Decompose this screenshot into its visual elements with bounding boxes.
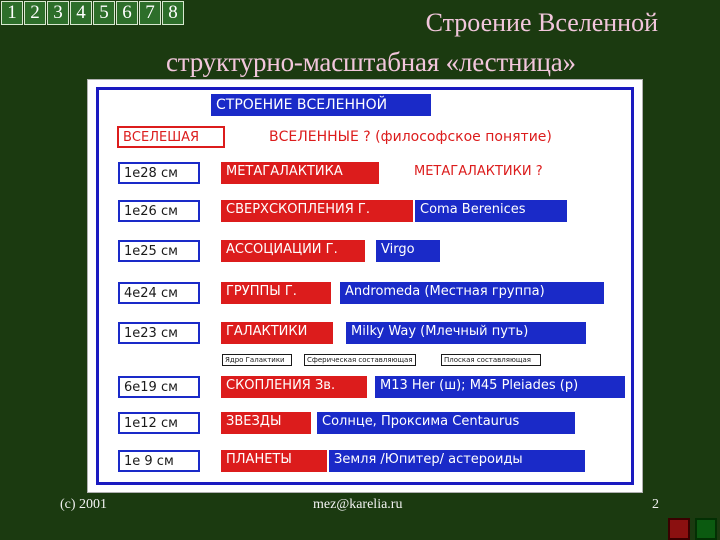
structure-example: Milky Way (Млечный путь) [346, 322, 586, 344]
figure-header: СТРОЕНИЕ ВСЕЛЕННОЙ [211, 94, 431, 116]
scale-value: 4e24 см [118, 282, 200, 304]
structure-example: Andromeda (Местная группа) [340, 282, 604, 304]
slide-number-2[interactable]: 2 [24, 1, 46, 25]
universe-structure-figure [96, 87, 634, 485]
scale-value: 1e28 см [118, 162, 200, 184]
structure-level: ГРУППЫ Г. [221, 282, 331, 304]
galaxy-component-core: Ядро Галактики [222, 354, 292, 366]
structure-level: ПЛАНЕТЫ [221, 450, 327, 472]
scale-value: 1e23 см [118, 322, 200, 344]
scale-value: 1e25 см [118, 240, 200, 262]
slide-number-7[interactable]: 7 [139, 1, 161, 25]
slide-subtitle: структурно-масштабная «лестница» [166, 47, 576, 77]
scale-value: 1e 9 см [118, 450, 200, 472]
scale-value: 6e19 см [118, 376, 200, 398]
footer-copyright: (c) 2001 [60, 497, 108, 512]
footer-email: mez@karelia.ru [313, 497, 403, 512]
page-number: 2 [652, 497, 659, 512]
structure-level: СВЕРХСКОПЛЕНИЯ Г. [221, 200, 413, 222]
structure-level: СКОПЛЕНИЯ Зв. [221, 376, 367, 398]
slide-number-6[interactable]: 6 [116, 1, 138, 25]
top-left-label: ВСЕЛЕШАЯ [117, 126, 225, 148]
structure-example: Земля /Юпитер/ астероиды [329, 450, 585, 472]
structure-example: Солнце, Проксима Centaurus [317, 412, 575, 434]
slide-number-8[interactable]: 8 [162, 1, 184, 25]
slide-number-4[interactable]: 4 [70, 1, 92, 25]
structure-level: АССОЦИАЦИИ Г. [221, 240, 365, 262]
galaxy-component-flat: Плоская составляющая [441, 354, 541, 366]
slide-number-3[interactable]: 3 [47, 1, 69, 25]
structure-level: МЕТАГАЛАКТИКА [221, 162, 379, 184]
structure-example: Virgo [376, 240, 440, 262]
scale-value: 1e12 см [118, 412, 200, 434]
structure-level: ГАЛАКТИКИ [221, 322, 333, 344]
slide-number-1[interactable]: 1 [1, 1, 23, 25]
galaxy-component-spherical: Сферическая составляющая [304, 354, 416, 366]
slide-number-5[interactable]: 5 [93, 1, 115, 25]
slide-navigation [1, 1, 185, 25]
structure-example: МЕТАГАЛАКТИКИ ? [414, 164, 543, 179]
top-right-label: ВСЕЛЕННЫЕ ? (философское понятие) [269, 129, 552, 145]
structure-level: ЗВЕЗДЫ [221, 412, 311, 434]
nav-button-prev[interactable] [668, 518, 690, 540]
structure-example: M13 Her (ш); M45 Pleiades (р) [375, 376, 625, 398]
structure-example: Coma Berenices [415, 200, 567, 222]
scale-value: 1e26 см [118, 200, 200, 222]
nav-button-next[interactable] [695, 518, 717, 540]
slide-title: Строение Вселенной [425, 8, 658, 37]
